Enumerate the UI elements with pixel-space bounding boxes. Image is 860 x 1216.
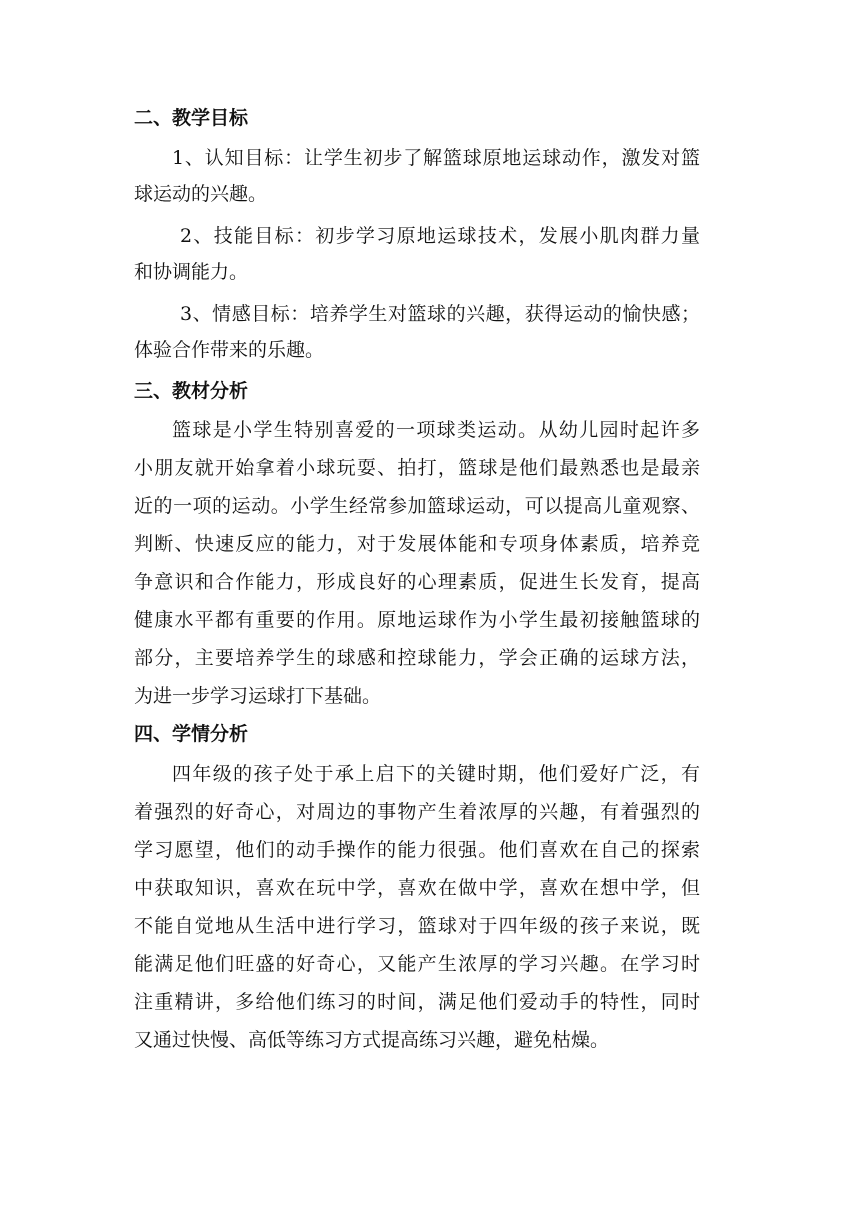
- goal-cognitive-line-2: 球运动的兴趣。: [134, 183, 268, 205]
- material-paragraph-line: 健康水平都有重要的作用。原地运球作为小学生最初接触篮球的: [134, 609, 700, 631]
- material-paragraph-line: 为进一步学习运球打下基础。: [134, 685, 382, 707]
- goal-emotion-line-2: 体验合作带来的乐趣。: [134, 339, 325, 361]
- goal-emotion-line-1: 3、情感目标：培养学生对篮球的兴趣，获得运动的愉快感；: [180, 303, 700, 325]
- students-paragraph-line: 能满足他们旺盛的好奇心，又能产生浓厚的学习兴趣。在学习时: [134, 953, 700, 975]
- students-paragraph-line: 注重精讲，多给他们练习的时间，满足他们爱动手的特性，同时: [134, 991, 700, 1013]
- material-paragraph-line: 部分，主要培养学生的球感和控球能力，学会正确的运球方法，: [134, 647, 700, 669]
- goal-skill-line-1: 2、技能目标：初步学习原地运球技术，发展小肌肉群力量: [180, 225, 700, 247]
- students-paragraph-line: 学习愿望，他们的动手操作的能力很强。他们喜欢在自己的探索: [134, 839, 700, 861]
- material-paragraph-line: 篮球是小学生特别喜爱的一项球类运动。从幼儿园时起许多: [172, 419, 700, 441]
- students-paragraph-line: 着强烈的好奇心，对周边的事物产生着浓厚的兴趣，有着强烈的: [134, 801, 700, 823]
- material-paragraph-line: 小朋友就开始拿着小球玩耍、拍打，篮球是他们最熟悉也是最亲: [134, 457, 700, 479]
- students-paragraph-line: 又通过快慢、高低等练习方式提高练习兴趣，避免枯燥。: [134, 1029, 610, 1051]
- students-paragraph-line: 四年级的孩子处于承上启下的关键时期，他们爱好广泛，有: [172, 763, 700, 785]
- material-paragraph-line: 判断、快速反应的能力，对于发展体能和专项身体素质，培养竞: [134, 533, 700, 555]
- goal-cognitive-line-1: 1、认知目标：让学生初步了解篮球原地运球动作，激发对篮: [172, 147, 700, 169]
- section-heading-teaching-goals: 二、教学目标: [134, 107, 249, 129]
- goal-skill-line-2: 和协调能力。: [134, 261, 249, 283]
- section-heading-material-analysis: 三、教材分析: [134, 380, 249, 402]
- material-paragraph-line: 争意识和合作能力，形成良好的心理素质，促进生长发育，提高: [134, 571, 700, 593]
- students-paragraph-line: 中获取知识，喜欢在玩中学，喜欢在做中学，喜欢在想中学，但: [134, 877, 700, 899]
- students-paragraph-line: 不能自觉地从生活中进行学习，篮球对于四年级的孩子来说，既: [134, 915, 700, 937]
- material-paragraph-line: 近的一项的运动。小学生经常参加篮球运动，可以提高儿童观察、: [134, 495, 700, 517]
- section-heading-student-analysis: 四、学情分析: [134, 723, 249, 745]
